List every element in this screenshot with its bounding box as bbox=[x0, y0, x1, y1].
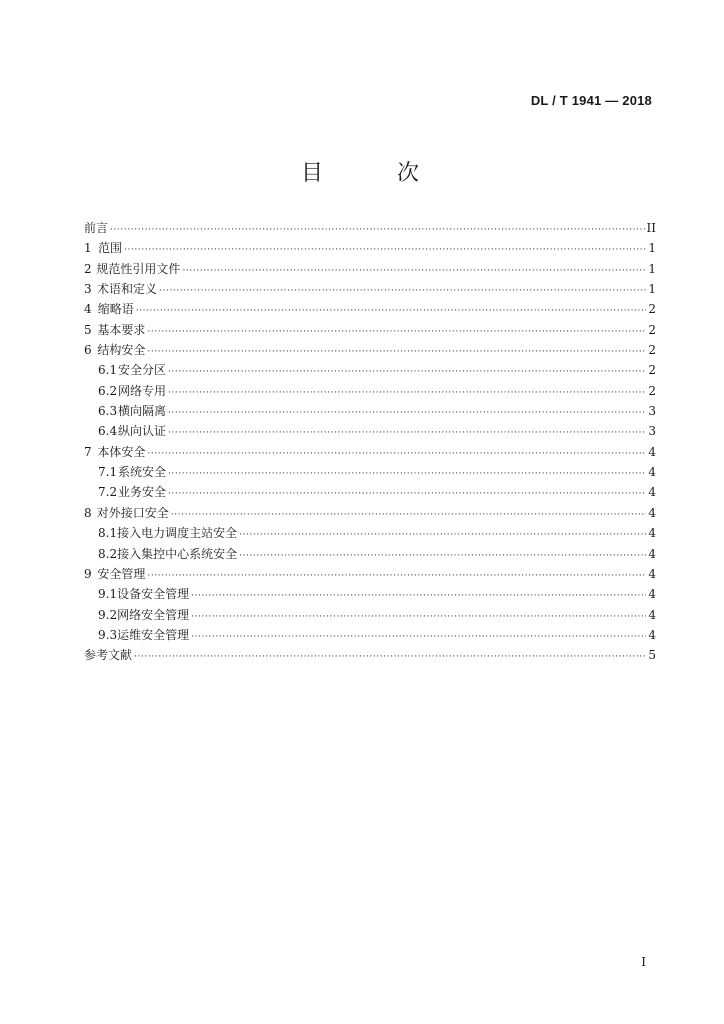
dot-leader bbox=[168, 468, 646, 480]
toc-entry-number: 9.1 bbox=[98, 587, 118, 602]
toc-entry-label: 参考文献 bbox=[84, 648, 133, 663]
toc-entry-number: 6.3 bbox=[98, 404, 118, 419]
toc-entry[interactable] bbox=[84, 360, 656, 380]
toc-entry-page: 4 bbox=[648, 505, 656, 520]
toc-entry-label: 缩略语 bbox=[97, 302, 134, 317]
dot-leader bbox=[191, 590, 646, 602]
toc-entry-number: 8.1 bbox=[98, 526, 118, 541]
dot-leader bbox=[110, 224, 645, 236]
toc-entry-page: 2 bbox=[648, 302, 656, 317]
toc-entry[interactable] bbox=[84, 218, 656, 238]
toc-entry[interactable] bbox=[84, 279, 656, 299]
toc-entry-label: 设备安全管理 bbox=[117, 587, 190, 602]
toc-entry-page: 3 bbox=[648, 404, 656, 419]
toc-entry-number: 7.2 bbox=[98, 485, 118, 500]
dot-leader bbox=[191, 611, 646, 623]
dot-leader bbox=[168, 366, 646, 378]
toc-entry-page: 4 bbox=[648, 566, 656, 581]
toc-entry[interactable] bbox=[84, 625, 656, 645]
toc-entry-number: 2 bbox=[84, 261, 92, 276]
toc-entry-label: 前言 bbox=[84, 221, 109, 235]
toc-entry-label: 基本要求 bbox=[97, 322, 146, 337]
table-of-contents bbox=[84, 218, 656, 666]
toc-entry-page: II bbox=[646, 221, 656, 235]
toc-entry[interactable] bbox=[84, 462, 656, 482]
toc-entry[interactable] bbox=[84, 544, 656, 564]
toc-entry-page: 5 bbox=[648, 648, 656, 663]
toc-entry-number: 6 bbox=[84, 343, 92, 358]
toc-entry-page: 4 bbox=[648, 546, 656, 561]
toc-entry-number: 3 bbox=[84, 282, 92, 297]
toc-entry-label: 接入电力调度主站安全 bbox=[117, 526, 238, 541]
toc-entry-label: 对外接口安全 bbox=[96, 505, 169, 520]
toc-entry-page: 1 bbox=[648, 241, 656, 256]
toc-entry[interactable] bbox=[84, 564, 656, 584]
toc-entry[interactable] bbox=[84, 401, 656, 421]
toc-entry-page: 2 bbox=[648, 363, 656, 378]
toc-entry-label: 系统安全 bbox=[117, 465, 166, 480]
toc-entry-number: 5 bbox=[84, 322, 92, 337]
dot-leader bbox=[147, 570, 646, 582]
toc-entry-page: 4 bbox=[648, 607, 656, 622]
dot-leader bbox=[168, 387, 646, 399]
toc-entry-page: 4 bbox=[648, 485, 656, 500]
toc-entry[interactable] bbox=[84, 381, 656, 401]
toc-entry-number: 9.2 bbox=[98, 607, 118, 622]
dot-leader bbox=[182, 265, 646, 277]
toc-entry[interactable] bbox=[84, 482, 656, 502]
toc-entry[interactable] bbox=[84, 421, 656, 441]
toc-entry[interactable] bbox=[84, 584, 656, 604]
toc-entry-number: 8.2 bbox=[98, 546, 118, 561]
toc-entry-number: 6.4 bbox=[98, 424, 118, 439]
dot-leader bbox=[147, 448, 646, 460]
toc-entry-label: 业务安全 bbox=[117, 485, 166, 500]
toc-entry-label: 运维安全管理 bbox=[117, 627, 190, 642]
toc-entry[interactable] bbox=[84, 645, 656, 665]
dot-leader bbox=[168, 488, 646, 500]
toc-entry-label: 安全分区 bbox=[117, 363, 166, 378]
toc-entry[interactable] bbox=[84, 238, 656, 258]
dot-leader bbox=[239, 529, 646, 541]
dot-leader bbox=[147, 346, 646, 358]
toc-entry-page: 3 bbox=[648, 424, 656, 439]
toc-entry[interactable] bbox=[84, 320, 656, 340]
toc-entry-page: 4 bbox=[648, 526, 656, 541]
standard-code: DL / T 1941 — 2018 bbox=[530, 93, 652, 108]
toc-entry-number: 6.1 bbox=[98, 363, 118, 378]
dot-leader bbox=[134, 651, 646, 663]
toc-entry-page: 2 bbox=[648, 383, 656, 398]
toc-entry-label: 横向隔离 bbox=[117, 404, 166, 419]
toc-entry-number: 8 bbox=[84, 505, 92, 520]
toc-entry-label: 规范性引用文件 bbox=[96, 261, 181, 276]
toc-entry-label: 术语和定义 bbox=[97, 282, 158, 297]
dot-leader bbox=[159, 285, 646, 297]
toc-entry-page: 2 bbox=[648, 322, 656, 337]
toc-entry-number: 1 bbox=[84, 241, 92, 256]
toc-entry-label: 本体安全 bbox=[97, 444, 146, 459]
toc-entry[interactable] bbox=[84, 503, 656, 523]
toc-entry-number: 9 bbox=[84, 566, 92, 581]
toc-entry-number: 6.2 bbox=[98, 383, 118, 398]
dot-leader bbox=[147, 326, 646, 338]
toc-entry-label: 接入集控中心系统安全 bbox=[117, 546, 238, 561]
toc-entry-number: 7.1 bbox=[98, 465, 118, 480]
toc-entry-label: 安全管理 bbox=[97, 566, 146, 581]
toc-entry-number: 9.3 bbox=[98, 627, 118, 642]
dot-leader bbox=[136, 305, 646, 317]
toc-entry-page: 4 bbox=[648, 444, 656, 459]
toc-entry-page: 4 bbox=[648, 587, 656, 602]
toc-entry[interactable] bbox=[84, 299, 656, 319]
page-title: 目 次 bbox=[300, 161, 445, 186]
toc-entry-label: 范围 bbox=[98, 241, 123, 256]
toc-entry[interactable] bbox=[84, 605, 656, 625]
toc-entry-label: 纵向认证 bbox=[117, 424, 166, 439]
toc-entry-number: 7 bbox=[84, 444, 92, 459]
page-number: I bbox=[641, 955, 646, 969]
toc-entry-page: 2 bbox=[648, 343, 656, 358]
dot-leader bbox=[239, 550, 646, 562]
toc-entry-number: 4 bbox=[84, 302, 92, 317]
toc-entry-page: 4 bbox=[648, 465, 656, 480]
dot-leader bbox=[168, 407, 646, 419]
toc-entry[interactable] bbox=[84, 442, 656, 462]
toc-entry[interactable] bbox=[84, 259, 656, 279]
dot-leader bbox=[124, 244, 646, 256]
toc-entry-page: 4 bbox=[648, 627, 656, 642]
dot-leader bbox=[191, 631, 646, 643]
toc-entry-label: 结构安全 bbox=[97, 343, 146, 358]
dot-leader bbox=[171, 509, 646, 521]
toc-entry[interactable] bbox=[84, 340, 656, 360]
toc-entry[interactable] bbox=[84, 523, 656, 543]
toc-entry-label: 网络专用 bbox=[117, 383, 166, 398]
dot-leader bbox=[168, 427, 646, 439]
toc-entry-page: 1 bbox=[648, 282, 656, 297]
toc-entry-label: 网络安全管理 bbox=[117, 607, 190, 622]
toc-entry-page: 1 bbox=[648, 261, 656, 276]
